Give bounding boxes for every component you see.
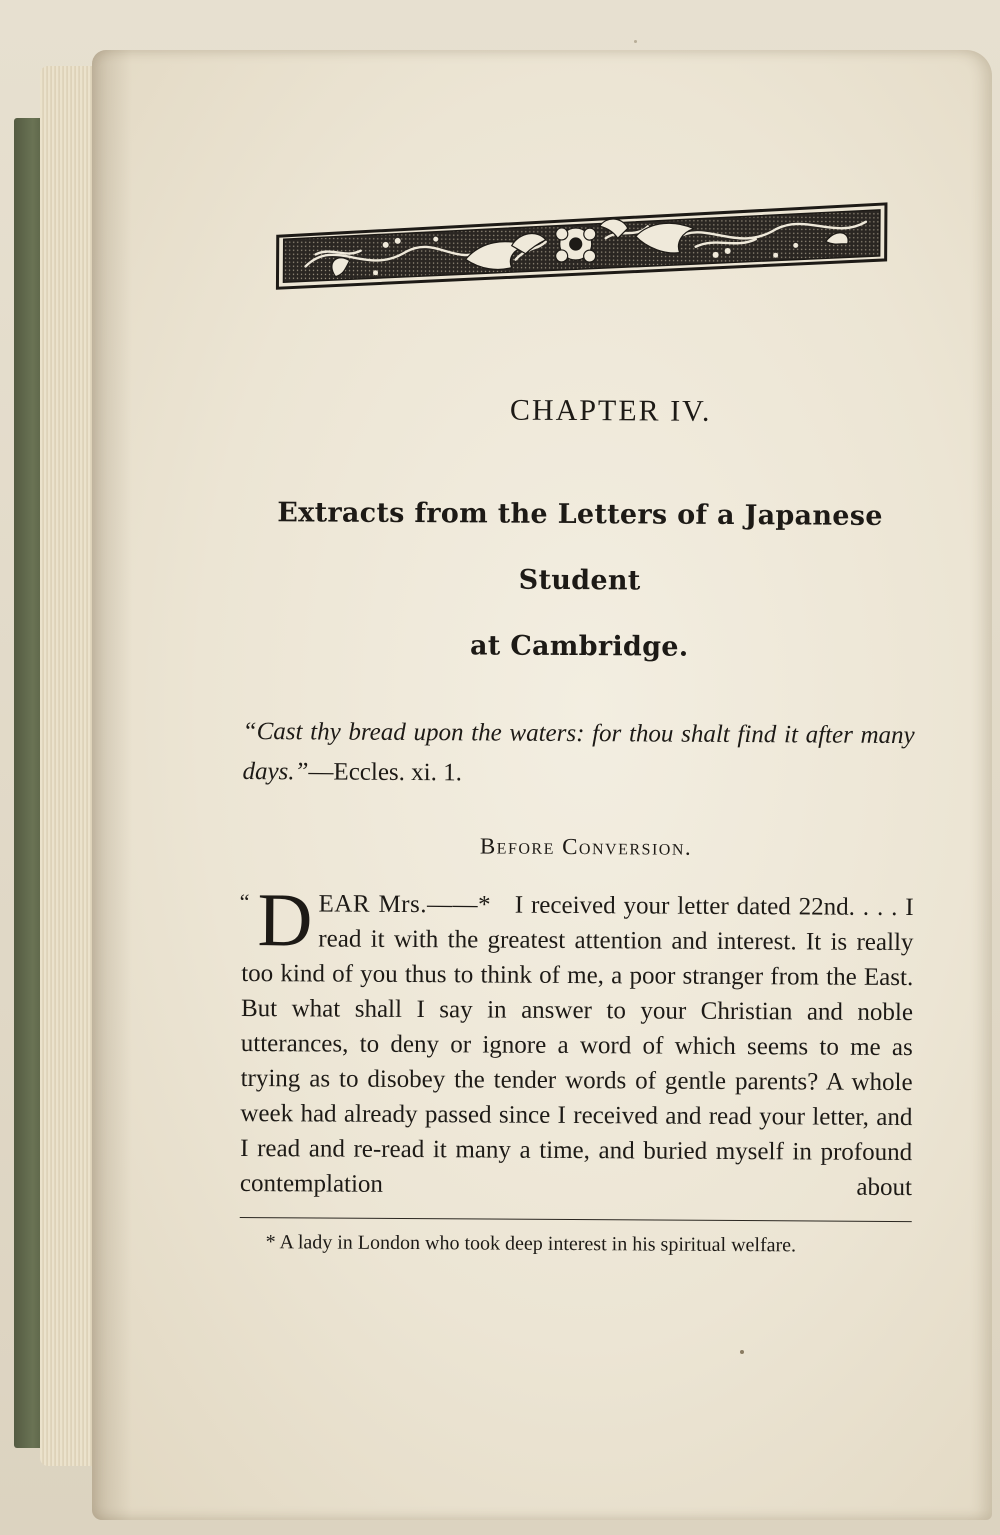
footnote-text: A lady in London who took deep interest in his spiritual welfare. <box>279 1231 797 1257</box>
page-content <box>240 196 918 1258</box>
paper-speck <box>634 40 637 43</box>
chapter-title-line-1: Extracts from the Letters of a Japanese Student <box>277 497 883 597</box>
footnote-marker: * <box>265 1231 276 1254</box>
chapter-title-line-2: at Cambridge. <box>469 630 689 663</box>
chapter-heading: CHAPTER IV. <box>509 393 712 428</box>
opening-quote-mark: “ <box>239 888 250 915</box>
drop-cap-letter: D <box>257 878 313 963</box>
letter-text: I received your letter dated 22nd. . . . I read it with the greatest attention and interest. It is really too kind of you thus to think of me, a poor stranger from the East. But what shall I say in answer to your Christian and noble utterances, to deny or ignore a word of which seems to me as trying as to disobey the tender words of gentle parents? A whole week had already passed since I received and read your letter, and I read and re-read it many a time, and buried myself in profound contemplation about <box>239 891 914 1202</box>
gutter-shadow <box>92 50 132 1520</box>
chapter-title <box>243 480 916 682</box>
decorative-headpiece-ornament <box>275 196 888 296</box>
footnote <box>240 1230 912 1258</box>
paper-speck <box>740 1350 744 1354</box>
section-heading: Before Conversion. <box>479 833 693 860</box>
epigraph <box>242 712 914 796</box>
epigraph-citation: —Eccles. xi. 1. <box>308 758 462 787</box>
epigraph-quote: “Cast thy bread upon the waters: for thou shalt find it after many days.” <box>242 717 915 786</box>
letter-body <box>239 878 914 1205</box>
drop-cap-block <box>239 878 313 963</box>
footnote-rule <box>240 1217 912 1222</box>
letter-spacer <box>499 892 507 919</box>
letter-salutation: EAR Mrs.——* <box>318 890 492 919</box>
